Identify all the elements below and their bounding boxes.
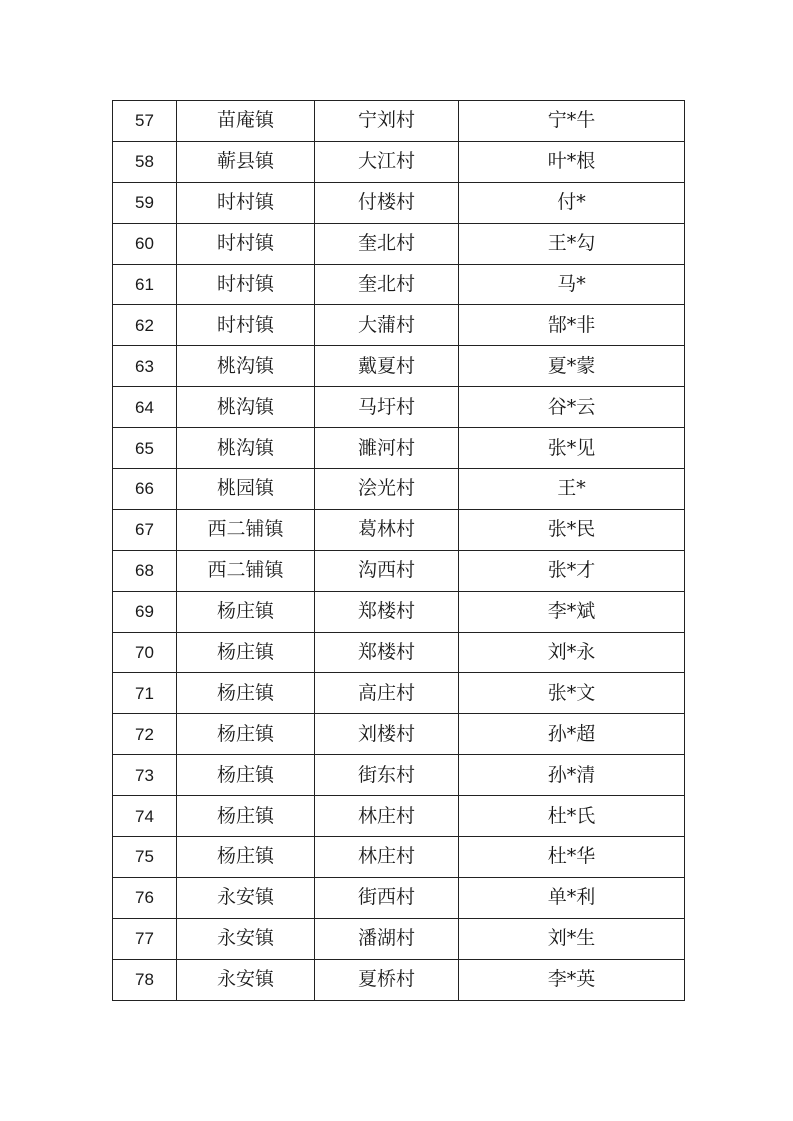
village-cell: 大蒲村 [315,305,459,346]
town-cell: 苗庵镇 [177,101,315,142]
town-cell: 杨庄镇 [177,714,315,755]
town-cell: 桃沟镇 [177,387,315,428]
table-row [113,550,685,591]
village-cell: 郑楼村 [315,632,459,673]
town-cell: 永安镇 [177,918,315,959]
name-cell: 叶*根 [459,141,685,182]
table-row [113,714,685,755]
name-cell: 杜*华 [459,837,685,878]
row-number-cell: 61 [113,264,177,305]
row-number-cell: 78 [113,959,177,1000]
town-cell: 杨庄镇 [177,591,315,632]
name-cell: 郜*非 [459,305,685,346]
row-number-cell: 70 [113,632,177,673]
row-number-cell: 68 [113,550,177,591]
village-cell: 戴夏村 [315,346,459,387]
name-cell: 张*民 [459,509,685,550]
name-cell: 谷*云 [459,387,685,428]
row-number-cell: 65 [113,428,177,469]
town-cell: 桃沟镇 [177,428,315,469]
town-cell: 时村镇 [177,305,315,346]
row-number-cell: 57 [113,101,177,142]
row-number-cell: 69 [113,591,177,632]
roster-table [112,100,685,1001]
village-cell: 浍光村 [315,469,459,510]
name-cell: 张*见 [459,428,685,469]
roster-table-body [113,101,685,1001]
table-row [113,469,685,510]
name-cell: 宁*牛 [459,101,685,142]
village-cell: 郑楼村 [315,591,459,632]
table-row [113,509,685,550]
town-cell: 蕲县镇 [177,141,315,182]
town-cell: 西二铺镇 [177,509,315,550]
town-cell: 时村镇 [177,223,315,264]
village-cell: 葛林村 [315,509,459,550]
name-cell: 王*勾 [459,223,685,264]
table-row [113,346,685,387]
row-number-cell: 66 [113,469,177,510]
row-number-cell: 67 [113,509,177,550]
table-row [113,755,685,796]
village-cell: 奎北村 [315,264,459,305]
table-row [113,101,685,142]
row-number-cell: 71 [113,673,177,714]
table-row [113,182,685,223]
row-number-cell: 59 [113,182,177,223]
town-cell: 杨庄镇 [177,632,315,673]
town-cell: 桃沟镇 [177,346,315,387]
name-cell: 李*英 [459,959,685,1000]
town-cell: 杨庄镇 [177,673,315,714]
village-cell: 大江村 [315,141,459,182]
name-cell: 付* [459,182,685,223]
row-number-cell: 62 [113,305,177,346]
village-cell: 付楼村 [315,182,459,223]
town-cell: 杨庄镇 [177,837,315,878]
village-cell: 夏桥村 [315,959,459,1000]
name-cell: 张*才 [459,550,685,591]
town-cell: 永安镇 [177,959,315,1000]
name-cell: 马* [459,264,685,305]
table-row [113,591,685,632]
name-cell: 单*利 [459,877,685,918]
name-cell: 夏*蒙 [459,346,685,387]
table-row [113,837,685,878]
row-number-cell: 74 [113,796,177,837]
village-cell: 马圩村 [315,387,459,428]
row-number-cell: 75 [113,837,177,878]
town-cell: 时村镇 [177,264,315,305]
table-row [113,632,685,673]
village-cell: 刘楼村 [315,714,459,755]
town-cell: 永安镇 [177,877,315,918]
table-row [113,223,685,264]
table-row [113,673,685,714]
table-row [113,428,685,469]
village-cell: 潘湖村 [315,918,459,959]
table-row [113,387,685,428]
village-cell: 沟西村 [315,550,459,591]
village-cell: 宁刘村 [315,101,459,142]
table-row [113,264,685,305]
table-row [113,959,685,1000]
town-cell: 杨庄镇 [177,755,315,796]
town-cell: 西二铺镇 [177,550,315,591]
village-cell: 奎北村 [315,223,459,264]
village-cell: 林庄村 [315,837,459,878]
row-number-cell: 60 [113,223,177,264]
name-cell: 王* [459,469,685,510]
name-cell: 刘*永 [459,632,685,673]
name-cell: 张*文 [459,673,685,714]
table-row [113,141,685,182]
name-cell: 李*斌 [459,591,685,632]
row-number-cell: 77 [113,918,177,959]
name-cell: 孙*超 [459,714,685,755]
village-cell: 林庄村 [315,796,459,837]
village-cell: 街西村 [315,877,459,918]
village-cell: 濉河村 [315,428,459,469]
row-number-cell: 64 [113,387,177,428]
village-cell: 高庄村 [315,673,459,714]
table-row [113,796,685,837]
name-cell: 刘*生 [459,918,685,959]
town-cell: 杨庄镇 [177,796,315,837]
name-cell: 杜*氏 [459,796,685,837]
village-cell: 街东村 [315,755,459,796]
table-row [113,305,685,346]
table-row [113,918,685,959]
name-cell: 孙*清 [459,755,685,796]
row-number-cell: 58 [113,141,177,182]
row-number-cell: 73 [113,755,177,796]
town-cell: 时村镇 [177,182,315,223]
row-number-cell: 76 [113,877,177,918]
row-number-cell: 63 [113,346,177,387]
table-row [113,877,685,918]
row-number-cell: 72 [113,714,177,755]
town-cell: 桃园镇 [177,469,315,510]
